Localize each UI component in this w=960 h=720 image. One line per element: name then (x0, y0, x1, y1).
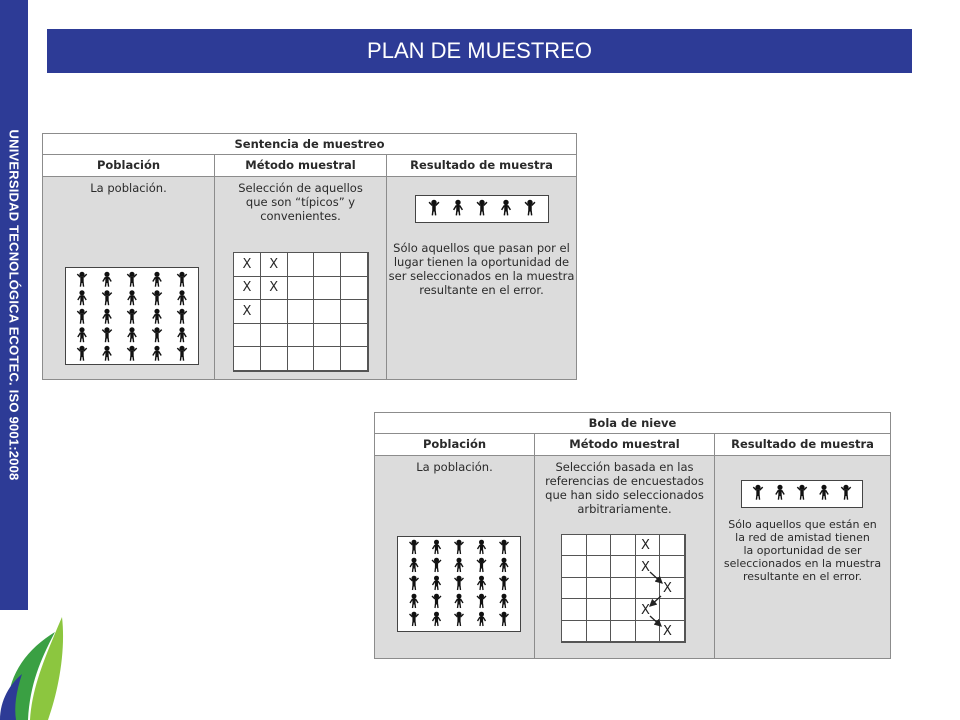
table-title: Bola de nieve (375, 413, 890, 434)
grid-cell (314, 347, 341, 371)
person-icon (477, 200, 487, 215)
person-icon (102, 291, 111, 305)
population-label: La población. (90, 181, 167, 195)
grid-cell (288, 324, 315, 348)
person-icon (103, 309, 111, 323)
person-icon (103, 346, 111, 360)
person-icon (410, 612, 419, 626)
person-icon (478, 540, 486, 554)
grid-cell (341, 253, 368, 277)
method-line-1: Selección de aquellos (238, 181, 363, 195)
person-icon (127, 309, 136, 323)
person-icon (455, 612, 464, 626)
header-poblacion: Población (43, 155, 215, 176)
person-icon (432, 594, 441, 608)
person-icon (478, 612, 486, 626)
grid-cell (288, 300, 315, 324)
result-cell (387, 177, 576, 379)
person-icon (432, 558, 441, 572)
person-icon (455, 576, 464, 590)
person-icon (153, 309, 161, 323)
person-icon (177, 346, 186, 360)
table-header-row (43, 155, 576, 177)
person-icon (410, 540, 419, 554)
result-line-1: Sólo aquellos que están en (728, 518, 877, 531)
grid-cell (234, 324, 261, 348)
person-icon (477, 558, 486, 572)
method-line-2: que son “típicos” y (245, 195, 356, 209)
population-cell (375, 456, 535, 658)
arrow-icon (650, 572, 662, 583)
grid-cell (288, 253, 315, 277)
result-people (416, 196, 548, 222)
arrow-icon (650, 616, 661, 626)
method-line-2: referencias de encuestados (545, 474, 704, 488)
person-icon (429, 200, 439, 215)
grid-cell (341, 347, 368, 371)
result-people (742, 481, 862, 507)
grid-cell (314, 324, 341, 348)
person-icon (152, 291, 161, 305)
grid-cell (341, 300, 368, 324)
method-line-1: Selección basada en las (555, 460, 694, 474)
person-icon (128, 328, 136, 342)
sampling-table-convenience (42, 133, 577, 380)
person-icon (500, 612, 509, 626)
result-line-4: seleccionados en la muestra (723, 557, 882, 570)
side-bar (0, 0, 28, 610)
population-people (398, 537, 520, 631)
result-line-2: la red de amistad tienen (735, 531, 870, 544)
method-line-4: arbitrariamente. (577, 502, 672, 516)
side-bar-text: UNIVERSIDAD TECNOLÓGICA ECOTEC. ISO 9001:2008 (6, 129, 22, 481)
header-metodo: Método muestral (215, 155, 387, 176)
person-icon (477, 594, 486, 608)
population-box (397, 536, 521, 632)
grid-mark: X (234, 253, 261, 277)
table-title: Sentencia de muestreo (43, 134, 576, 155)
person-icon (127, 272, 136, 286)
population-box (65, 267, 199, 365)
method-line-3: convenientes. (260, 209, 341, 223)
result-line-4: resultante en el error. (419, 283, 544, 297)
page-title: PLAN DE MUESTREO (47, 29, 912, 73)
person-icon (77, 346, 86, 360)
person-icon (127, 346, 136, 360)
person-icon (178, 328, 186, 342)
person-icon (410, 594, 418, 608)
population-people (66, 268, 198, 364)
person-icon (153, 346, 161, 360)
person-icon (152, 328, 161, 342)
sampling-table-snowball (374, 412, 891, 659)
population-cell (43, 177, 215, 379)
person-icon (78, 291, 86, 305)
person-icon (753, 485, 762, 499)
grid-mark: X (663, 581, 672, 596)
method-cell (535, 456, 715, 658)
grid-cell (314, 277, 341, 301)
person-icon (128, 291, 136, 305)
person-icon (500, 576, 509, 590)
grid-mark: X (234, 277, 261, 301)
person-icon (78, 328, 86, 342)
ecotec-logo-icon (0, 612, 70, 720)
grid-cell (314, 253, 341, 277)
person-icon (410, 558, 418, 572)
method-cell (215, 177, 387, 379)
grid-cell (261, 324, 288, 348)
person-icon (525, 200, 535, 215)
result-line-2: lugar tienen la oportunidad de (393, 255, 570, 269)
person-icon (455, 594, 463, 608)
person-icon (77, 272, 86, 286)
grid-cell (314, 300, 341, 324)
person-icon (776, 485, 784, 499)
sample-grid (233, 252, 369, 372)
result-box (741, 480, 863, 508)
population-label: La población. (416, 460, 493, 474)
person-icon (177, 272, 186, 286)
person-icon (410, 576, 419, 590)
person-icon (455, 558, 463, 572)
grid-cell (261, 347, 288, 371)
grid-cell (234, 347, 261, 371)
person-icon (841, 485, 850, 499)
person-icon (797, 485, 806, 499)
grid-cell (341, 277, 368, 301)
person-icon (153, 272, 161, 286)
person-icon (500, 540, 509, 554)
person-icon (500, 594, 508, 608)
result-line-3: la oportunidad de ser (743, 544, 862, 557)
grid-mark: X (641, 538, 650, 553)
person-icon (177, 309, 186, 323)
result-line-5: resultante en el error. (742, 570, 863, 583)
person-icon (77, 309, 86, 323)
person-icon (433, 576, 441, 590)
person-icon (820, 485, 828, 499)
grid-mark: X (234, 300, 261, 324)
grid-mark: X (641, 603, 650, 618)
grid-cell (288, 277, 315, 301)
snowball-overlay (561, 534, 701, 646)
person-icon (455, 540, 464, 554)
grid-cell (341, 324, 368, 348)
person-icon (103, 272, 111, 286)
grid-mark: X (261, 277, 288, 301)
header-resultado: Resultado de muestra (731, 437, 874, 451)
grid-mark: X (663, 624, 672, 639)
grid-mark: X (261, 253, 288, 277)
grid-cell (261, 300, 288, 324)
person-icon (502, 200, 511, 215)
header-metodo: Método muestral (535, 434, 715, 455)
result-box (415, 195, 549, 223)
person-icon (433, 540, 441, 554)
person-icon (178, 291, 186, 305)
person-icon (102, 328, 111, 342)
person-icon (478, 576, 486, 590)
grid-mark: X (641, 560, 650, 575)
result-line-1: Sólo aquellos que pasan por el (393, 241, 570, 255)
result-line-3: ser seleccionados en la muestra (388, 269, 575, 283)
arrow-icon (650, 596, 661, 606)
header-poblacion: Población (375, 434, 535, 455)
method-line-3: que han sido seleccionados (545, 488, 704, 502)
person-icon (433, 612, 441, 626)
person-icon (454, 200, 463, 215)
result-cell (715, 456, 890, 658)
header-resultado: Resultado de muestra (410, 158, 553, 172)
grid-cell (288, 347, 315, 371)
person-icon (500, 558, 508, 572)
table-header-row (375, 434, 890, 456)
